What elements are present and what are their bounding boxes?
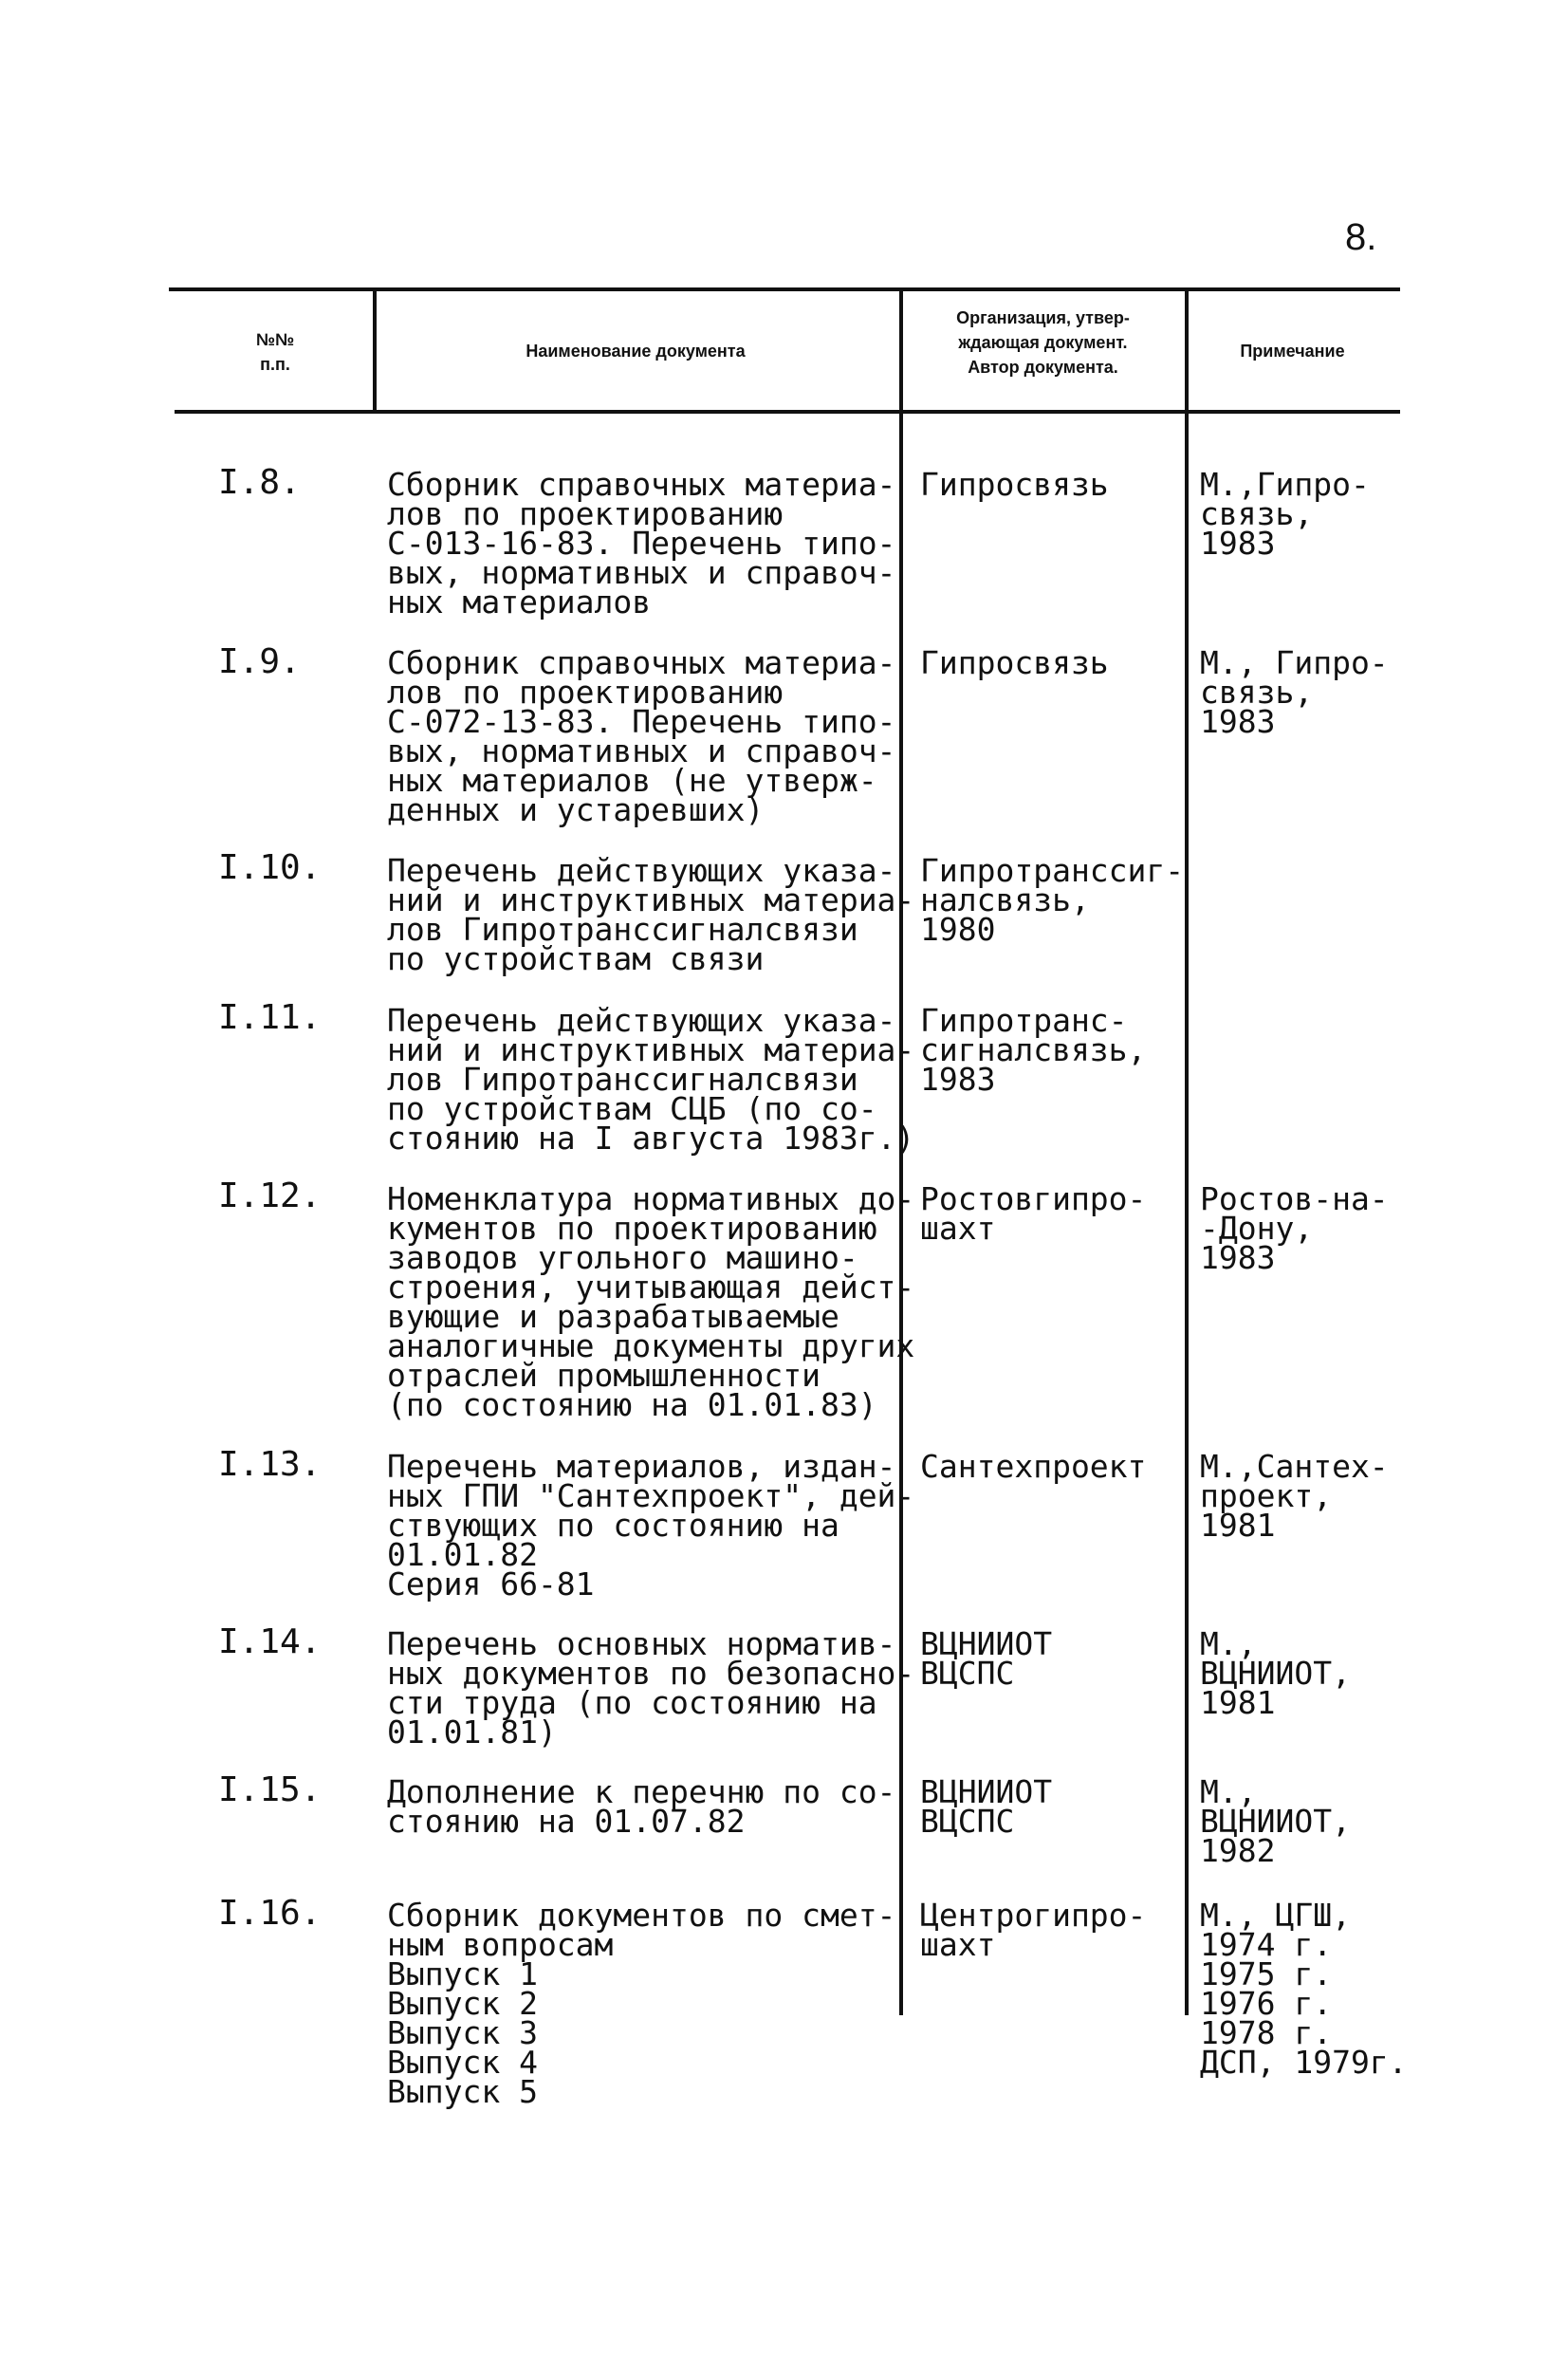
document-name: Сборник справочных материа- лов по проектированию С-072-13-83. Перечень типо- вых, нормативных и справоч- ных материалов (не утверж- денных и устаревших) bbox=[387, 644, 896, 828]
organization: Гипросвязь bbox=[920, 466, 1109, 503]
note: М., Гипро- связь, 1983 bbox=[1200, 644, 1389, 740]
header-num: №№ п.п. bbox=[255, 330, 295, 374]
document-name: Перечень материалов, издан- ных ГПИ "Сантехпроект", дей- ствующих по состоянию на 01.01.82 Серия 66-81 bbox=[387, 1448, 915, 1603]
row-number: I.15. bbox=[218, 1770, 322, 1809]
organization: Гипротранс- сигналсвязь, 1983 bbox=[920, 1002, 1147, 1098]
header-bottom-rule bbox=[175, 410, 1400, 414]
document-name: Перечень основных норматив- ных документов по безопасно- сти труда (по состоянию на 01.01.81) bbox=[387, 1625, 915, 1751]
row-number: I.10. bbox=[218, 848, 322, 887]
row-number: I.8. bbox=[218, 463, 301, 502]
header-organization: Организация, утвер- ждающая документ. Автор документа. bbox=[956, 308, 1130, 377]
document-name: Перечень действующих указа- ний и инструктивных материа- лов Гипротранссигналсвязи по устройствам связи bbox=[387, 852, 915, 977]
document-name: Дополнение к перечню по со- стоянию на 01.07.82 bbox=[387, 1773, 896, 1840]
organization: Сантехпроект bbox=[920, 1448, 1147, 1485]
row-number: I.14. bbox=[218, 1622, 322, 1661]
note: Ростов-на- -Дону, 1983 bbox=[1200, 1180, 1389, 1276]
row-number: I.9. bbox=[218, 642, 301, 681]
table-top-rule bbox=[169, 287, 1400, 291]
header-document-name: Наименование документа bbox=[526, 342, 746, 361]
row-number: I.12. bbox=[218, 1176, 322, 1215]
document-name: Сборник документов по смет- ным вопросам Выпуск 1 Выпуск 2 Выпуск 3 Выпуск 4 Выпуск 5 bbox=[387, 1897, 896, 2110]
row-number: I.13. bbox=[218, 1445, 322, 1484]
organization: ВЦНИИОТ ВЦСПС bbox=[920, 1773, 1053, 1840]
column-divider-1 bbox=[373, 290, 377, 412]
document-name: Номенклатура нормативных до- кументов по проектированию заводов угольного машино- строения, учитывающая дейст- вующие и разрабатываемые аналогичные документы других отраслей промышленности (по состоянию на 01.01.83) bbox=[387, 1180, 915, 1423]
organization: Гипротранссиг- налсвязь, 1980 bbox=[920, 852, 1185, 948]
header-note: Примечание bbox=[1240, 342, 1345, 361]
note: М., ВЦНИИОТ, 1981 bbox=[1200, 1625, 1351, 1721]
note: М., ЦГШ, 1974 г. 1975 г. 1976 г. 1978 г. ДСП, 1979г. bbox=[1200, 1897, 1408, 2081]
organization: ВЦНИИОТ ВЦСПС bbox=[920, 1625, 1053, 1692]
page-number: 8. bbox=[1345, 216, 1377, 258]
note: М.,Сантех- проект, 1981 bbox=[1200, 1448, 1389, 1544]
note: М., ВЦНИИОТ, 1982 bbox=[1200, 1773, 1351, 1869]
row-number: I.16. bbox=[218, 1894, 322, 1933]
organization: Гипросвязь bbox=[920, 644, 1109, 681]
organization: Ростовгипро- шахт bbox=[920, 1180, 1147, 1247]
column-divider-3 bbox=[1185, 290, 1189, 2015]
document-name: Перечень действующих указа- ний и инструктивных материа- лов Гипротранссигналсвязи по устройствам СЦБ (по со- стоянию на I августа 1983г.) bbox=[387, 1002, 915, 1157]
row-number: I.11. bbox=[218, 998, 322, 1037]
document-name: Сборник справочных материа- лов по проектированию С-013-16-83. Перечень типо- вых, нормативных и справоч- ных материалов bbox=[387, 466, 896, 621]
organization: Центрогипро- шахт bbox=[920, 1897, 1147, 1963]
note: М.,Гипро- связь, 1983 bbox=[1200, 466, 1370, 562]
